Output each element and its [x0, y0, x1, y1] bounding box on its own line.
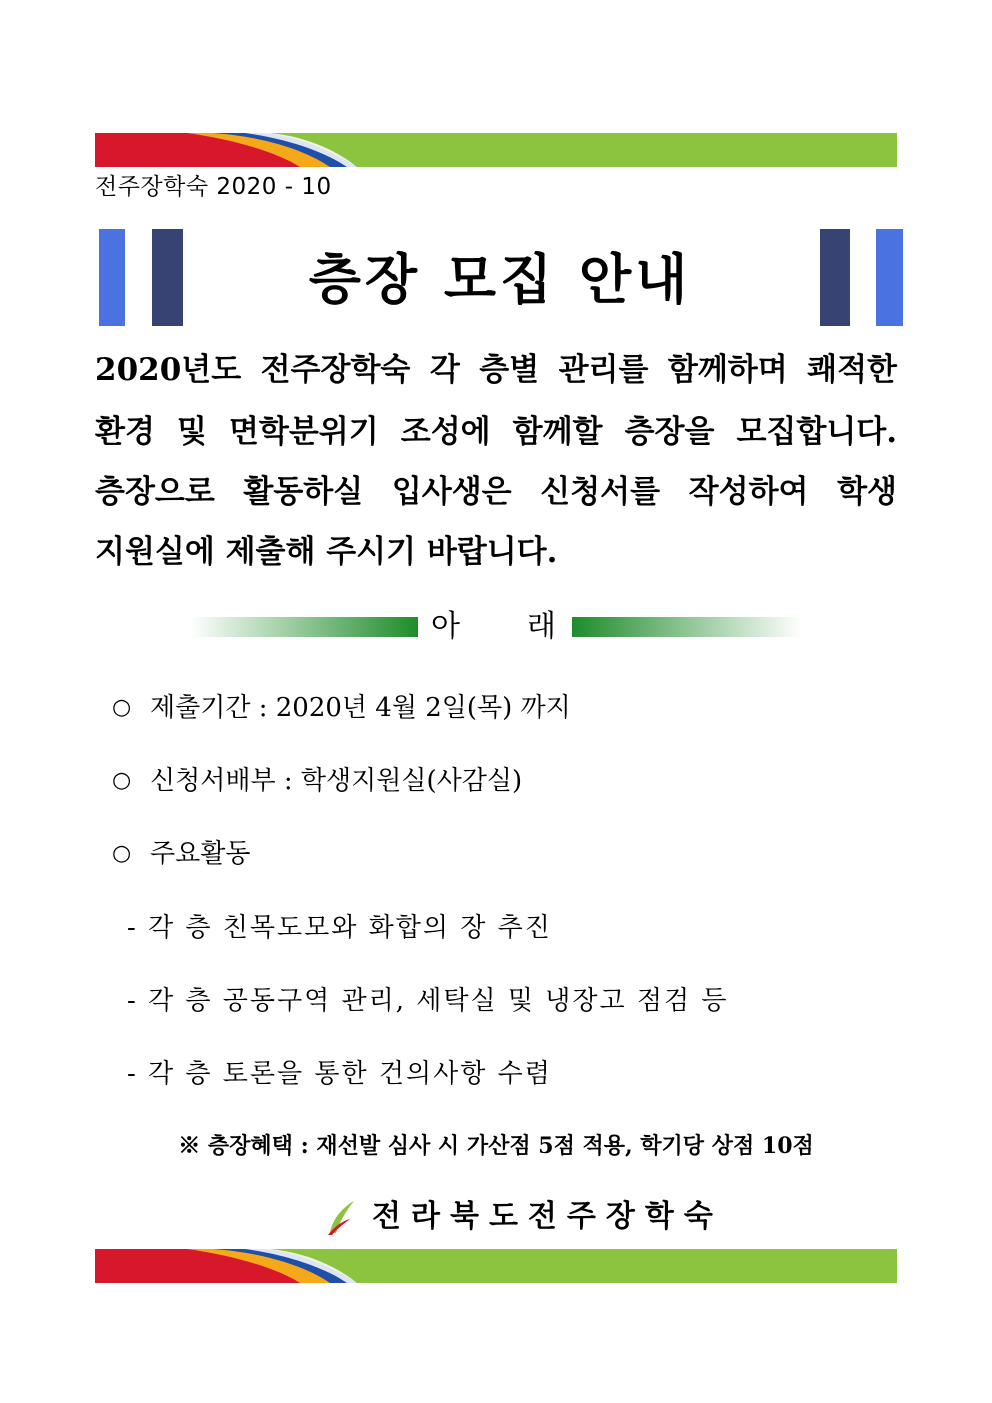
- bullet-icon: ○: [112, 695, 132, 720]
- intro-line-3: 층장으로 활동하실 입사생은 신청서를 작성하여 학생: [95, 474, 897, 510]
- intro-line-1: 2020년도 전주장학숙 각 층별 관리를 함께하며 쾌적한: [95, 352, 897, 388]
- activity-item-1: - 각 층 친목도모와 화합의 장 추진: [127, 913, 552, 943]
- separator-gradient-left: [190, 617, 418, 637]
- org-logo-icon: [326, 1199, 356, 1235]
- intro-line-4: 지원실에 제출해 주시기 바랍니다.: [95, 534, 558, 570]
- title-bar-left-light: [99, 229, 125, 326]
- bullet-icon: ○: [112, 768, 132, 793]
- intro-line-2: 환경 및 면학분위기 조성에 함께할 층장을 모집합니다.: [95, 414, 897, 450]
- separator-text-right: 래: [527, 609, 556, 644]
- document-code: 전주장학숙 2020 - 10: [95, 174, 332, 200]
- title-bar-left-dark: [152, 229, 183, 326]
- activity-item-3: - 각 층 토론을 통한 건의사항 수렴: [127, 1059, 552, 1089]
- title-bar-right-light: [876, 229, 903, 326]
- benefit-note: ※ 층장혜택 : 재선발 심사 시 가산점 5점 적용, 학기당 상점 10점: [178, 1133, 814, 1159]
- bottom-color-band: [95, 1249, 897, 1283]
- org-name: 전라북도전주장학숙: [372, 1199, 723, 1234]
- separator-gradient-right: [572, 617, 802, 637]
- page-title: 층장 모집 안내: [308, 248, 692, 311]
- separator-text-left: 아: [431, 609, 460, 644]
- bullet-icon: ○: [112, 841, 132, 866]
- form-distribution-item: 신청서배부 : 학생지원실(사감실): [150, 766, 523, 796]
- deadline-item: 제출기간 : 2020년 4월 2일(목) 까지: [150, 693, 571, 723]
- activities-heading: 주요활동: [150, 839, 251, 869]
- activity-item-2: - 각 층 공동구역 관리, 세탁실 및 냉장고 점검 등: [127, 986, 729, 1016]
- title-bar-right-dark: [820, 229, 850, 326]
- top-color-band: [95, 133, 897, 167]
